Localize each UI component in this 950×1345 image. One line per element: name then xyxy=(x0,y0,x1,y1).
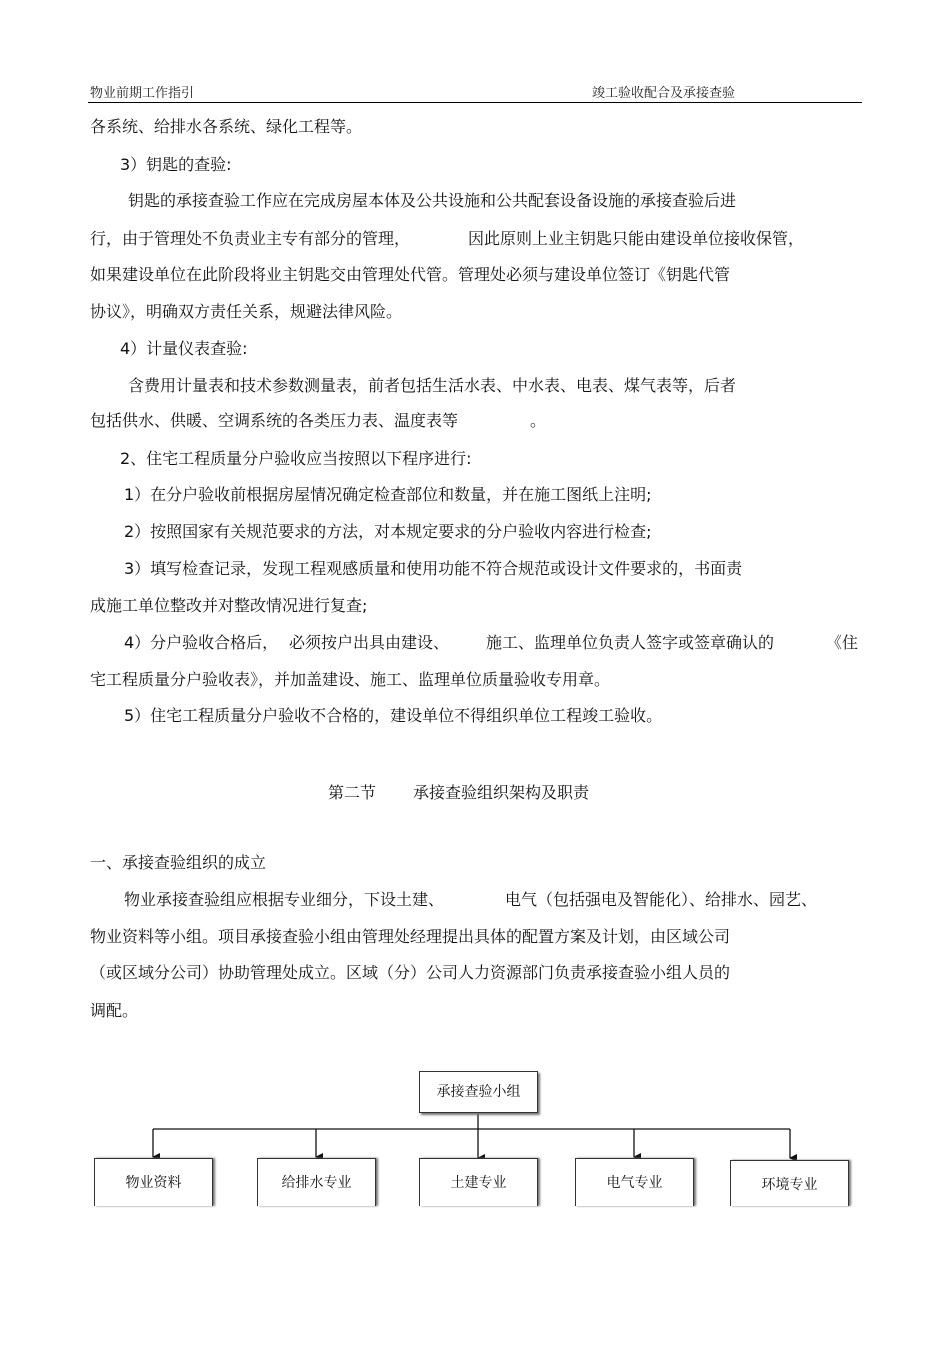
body-line: 3）钥匙的查验: xyxy=(120,155,232,174)
body-line: 。 xyxy=(530,411,547,430)
body-line: 2）按照国家有关规范要求的方法，对本规定要求的分户验收内容进行检查; xyxy=(124,522,652,541)
body-line: 必须按户出具由建设、 xyxy=(289,633,450,652)
org-child-box xyxy=(575,1158,694,1206)
section-title: 承接查验组织架构及职责 xyxy=(413,783,590,802)
org-root-label: 承接查验小组 xyxy=(436,1084,521,1100)
body-line: 宅工程质量分户验收表》，并加盖建设、施工、监理单位质量验收专用章。 xyxy=(90,670,611,689)
body-line: 行，由于管理处不负责业主专有部分的管理， xyxy=(90,229,411,248)
body-line: 物业承接查验组应根据专业细分，下设土建、 xyxy=(124,890,445,909)
body-line: （或区域分公司）协助管理处成立。区域（分）公司人力资源部门负责承接查验小组人员的 xyxy=(90,963,731,982)
body-line: 各系统、给排水各系统、绿化工程等。 xyxy=(90,117,363,136)
body-line: 4）计量仪表查验: xyxy=(120,339,248,358)
body-line: 含费用计量表和技术参数测量表，前者包括生活水表、中水表、电表、煤气表等，后者 xyxy=(128,376,737,395)
org-child-box xyxy=(419,1158,538,1206)
body-line: 物业资料等小组。项目承接查验小组由管理处经理提出具体的配置方案及计划，由区域公司 xyxy=(90,927,731,946)
org-child-label: 给排水专业 xyxy=(281,1175,352,1191)
org-child-box xyxy=(730,1160,849,1206)
body-line: 1）在分户验收前根据房屋情况确定检查部位和数量，并在施工图纸上注明; xyxy=(124,485,652,504)
body-line: 协议》，明确双方责任关系，规避法律风险。 xyxy=(90,302,403,321)
org-child-label: 电气专业 xyxy=(606,1175,663,1191)
body-line: 施工、监理单位负责人签字或签章确认的 xyxy=(486,633,775,652)
body-line: 因此原则上业主钥匙只能由建设单位接收保管， xyxy=(468,229,805,248)
org-child-label: 土建专业 xyxy=(450,1175,507,1191)
org-root-box xyxy=(419,1071,538,1113)
body-line: 电气（包括强电及智能化）、给排水、园艺、 xyxy=(505,890,818,909)
header-right: 竣工验收配合及承接查验 xyxy=(592,86,736,101)
body-line: 成施工单位整改并对整改情况进行复查; xyxy=(90,596,368,615)
body-line: 5）住宅工程质量分户验收不合格的，建设单位不得组织单位工程竣工验收。 xyxy=(124,706,663,725)
body-line: 调配。 xyxy=(90,1001,139,1020)
org-child-label: 环境专业 xyxy=(761,1177,818,1193)
header-left: 物业前期工作指引 xyxy=(90,86,195,101)
body-line: 《住 xyxy=(826,633,859,652)
body-line: 3）填写检查记录，发现工程观感质量和使用功能不符合规范或设计文件要求的，书面责 xyxy=(124,559,743,578)
body-line: 如果建设单位在此阶段将业主钥匙交由管理处代管。管理处必须与建设单位签订《钥匙代管 xyxy=(90,265,731,284)
body-line: 4）分户验收合格后， xyxy=(124,633,279,652)
subsection-heading: 一、承接查验组织的成立 xyxy=(90,853,267,872)
body-line: 包括供水、供暖、空调系统的各类压力表、温度表等 xyxy=(90,411,459,430)
section-number: 第二节 xyxy=(328,783,377,802)
org-child-box xyxy=(94,1158,213,1206)
org-child-box xyxy=(257,1158,376,1206)
body-line: 钥匙的承接查验工作应在完成房屋本体及公共设施和公共配套设备设施的承接查验后进 xyxy=(128,191,737,210)
org-child-label: 物业资料 xyxy=(125,1175,182,1191)
body-line: 2、住宅工程质量分户验收应当按照以下程序进行: xyxy=(120,449,472,468)
